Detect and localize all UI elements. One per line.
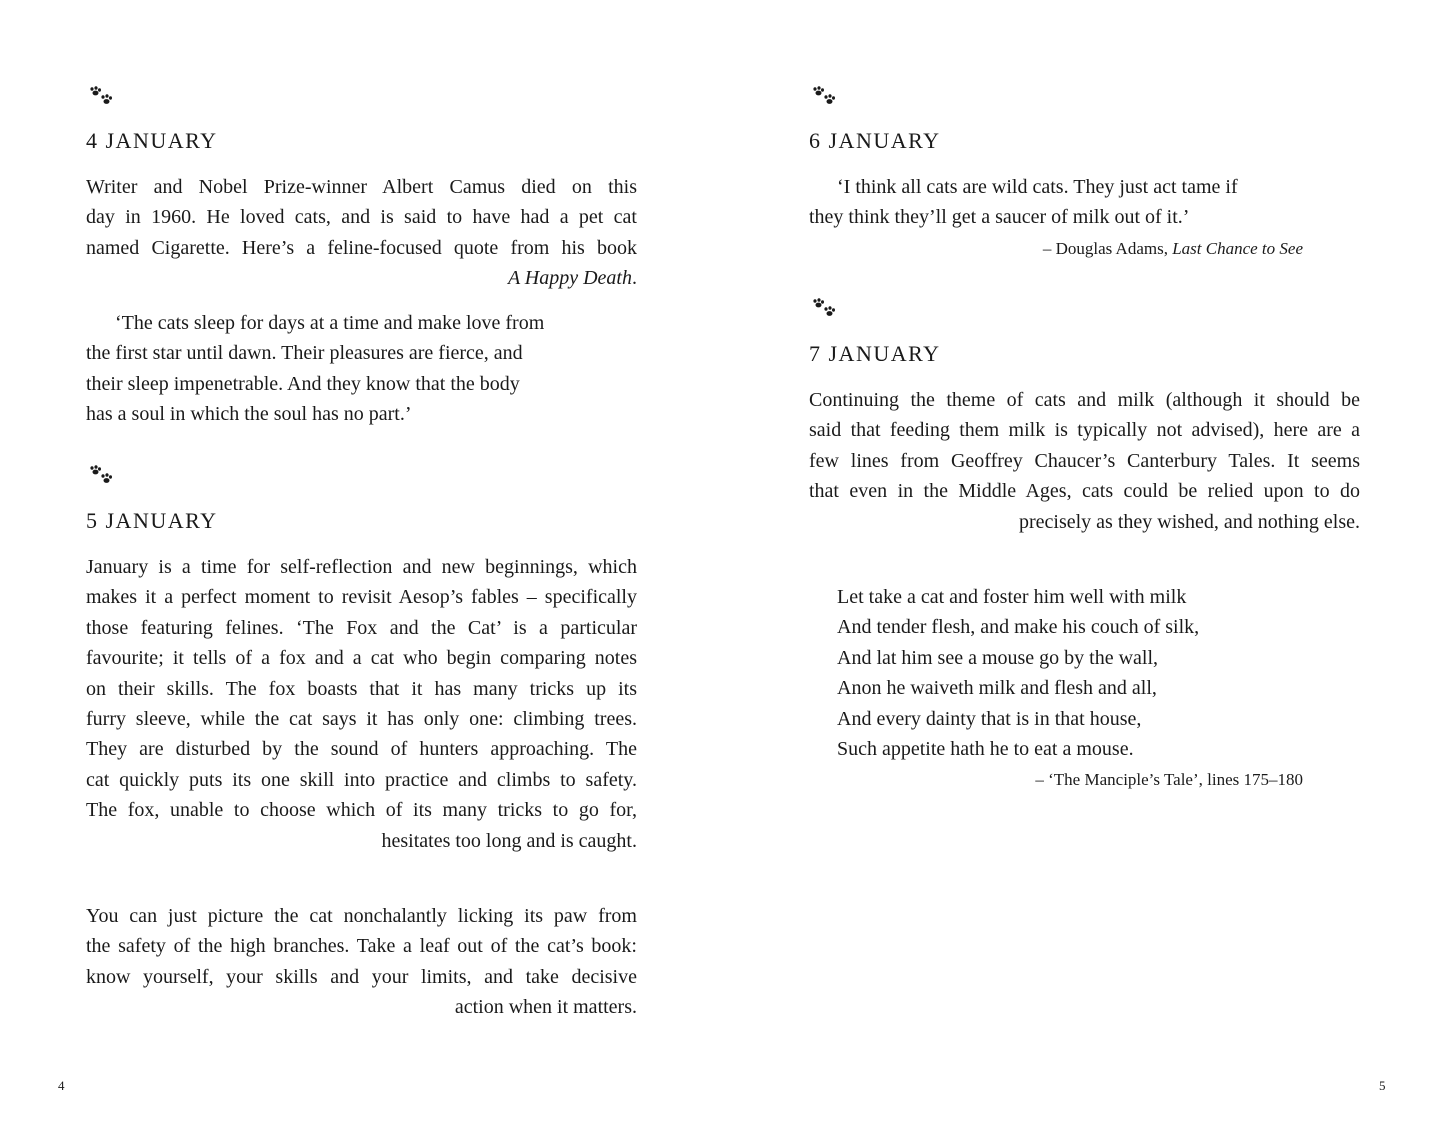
quote-line: ‘The cats sleep for days at a time and make love from xyxy=(115,312,545,334)
quote-line: ‘I think all cats are wild cats. They just act tame if xyxy=(837,176,1238,198)
adams-quote xyxy=(809,172,1303,233)
right-page xyxy=(722,0,1445,1136)
poem-line: And tender flesh, and make his couch of silk, xyxy=(837,616,1200,639)
paragraph-line: know yourself, your skills and your limits, and take decisive xyxy=(86,965,637,988)
entry-paragraph xyxy=(809,385,1360,537)
paragraph-line: favourite; it tells of a fox and a cat who begin comparing notes xyxy=(86,647,637,670)
paragraph-line: precisely as they wished, and nothing else. xyxy=(1018,510,1360,533)
paragraph-line: Continuing the theme of cats and milk (although it should be xyxy=(809,389,1360,411)
paragraph-line: said that feeding them milk is typically not advised), here are a xyxy=(809,419,1360,442)
page-number: 5 xyxy=(1379,1078,1386,1093)
quote-attribution xyxy=(809,238,1303,260)
left-page xyxy=(0,0,722,1136)
quote-line: has a soul in which the soul has no part.’ xyxy=(86,403,412,426)
paw-prints-icon xyxy=(88,86,114,108)
paragraph-line: the safety of the high branches. Take a leaf out of the cat’s book: xyxy=(86,935,637,958)
entry-paragraph xyxy=(86,172,637,294)
poem-line: And lat him see a mouse go by the wall, xyxy=(837,646,1159,669)
entry-paragraph xyxy=(86,901,637,1023)
paragraph-line: those featuring felines. ‘The Fox and the Cat’ is a particular xyxy=(86,616,637,639)
entry-date-heading: 7 JANUARY xyxy=(809,341,941,366)
paragraph-line: hesitates too long and is caught. xyxy=(381,829,637,852)
paragraph-line: that even in the Middle Ages, cats could be relied upon to do xyxy=(809,480,1360,503)
book-title-suffix: . xyxy=(632,267,637,290)
chaucer-poem xyxy=(837,582,1307,764)
paragraph-line: furry sleeve, while the cat says it has only one: climbing trees. xyxy=(86,707,637,730)
entry-date-heading: 4 JANUARY xyxy=(86,128,218,153)
paw-prints-icon xyxy=(811,86,837,108)
entry-date-heading: 5 JANUARY xyxy=(86,508,218,533)
entry-paragraph xyxy=(86,552,637,856)
attribution-work: Last Chance to See xyxy=(1172,239,1303,258)
poem-line: And every dainty that is in that house, xyxy=(837,707,1142,730)
paragraph-line: The fox, unable to choose which of its many tricks to go for, xyxy=(86,799,637,822)
attribution-author: – Douglas Adams, xyxy=(1042,239,1173,258)
book-title-line xyxy=(86,263,637,293)
camus-quote xyxy=(86,308,606,430)
paragraph-line: They are disturbed by the sound of hunters approaching. The xyxy=(86,738,637,761)
paragraph-line: cat quickly puts its one skill into practice and climbs to safety. xyxy=(86,768,637,791)
paragraph-line: January is a time for self-reflection and new beginnings, which xyxy=(86,556,637,578)
poem-attribution: – ‘The Manciple’s Tale’, lines 175–180 xyxy=(1035,770,1303,789)
paragraph-line: on their skills. The fox boasts that it has many tricks up its xyxy=(86,677,637,700)
paragraph-line: day in 1960. He loved cats, and is said to have had a pet cat xyxy=(86,206,637,229)
paw-prints-icon xyxy=(88,465,114,487)
paragraph-line: makes it a perfect moment to revisit Aesop’s fables – specifically xyxy=(86,586,637,609)
paragraph-line: few lines from Geoffrey Chaucer’s Canterbury Tales. It seems xyxy=(809,449,1360,472)
poem-line: Let take a cat and foster him well with milk xyxy=(837,586,1187,608)
poem-line: Such appetite hath he to eat a mouse. xyxy=(837,737,1134,760)
paw-prints-icon xyxy=(811,298,837,320)
page-number: 4 xyxy=(58,1078,65,1093)
paragraph-line: You can just picture the cat nonchalantly licking its paw from xyxy=(86,905,637,927)
paragraph-line: action when it matters. xyxy=(454,996,637,1019)
quote-line: the first star until dawn. Their pleasures are fierce, and xyxy=(86,342,523,365)
paragraph-line: named Cigarette. Here’s a feline-focused quote from his book xyxy=(86,236,637,259)
book-title: A Happy Death xyxy=(507,267,632,290)
poem-line: Anon he waiveth milk and flesh and all, xyxy=(837,677,1157,700)
entry-date-heading: 6 JANUARY xyxy=(809,128,941,153)
paragraph-line: Writer and Nobel Prize-winner Albert Camus died on this xyxy=(86,176,637,198)
quote-line: their sleep impenetrable. And they know that the body xyxy=(86,372,520,395)
quote-line: they think they’ll get a saucer of milk out of it.’ xyxy=(809,206,1190,229)
